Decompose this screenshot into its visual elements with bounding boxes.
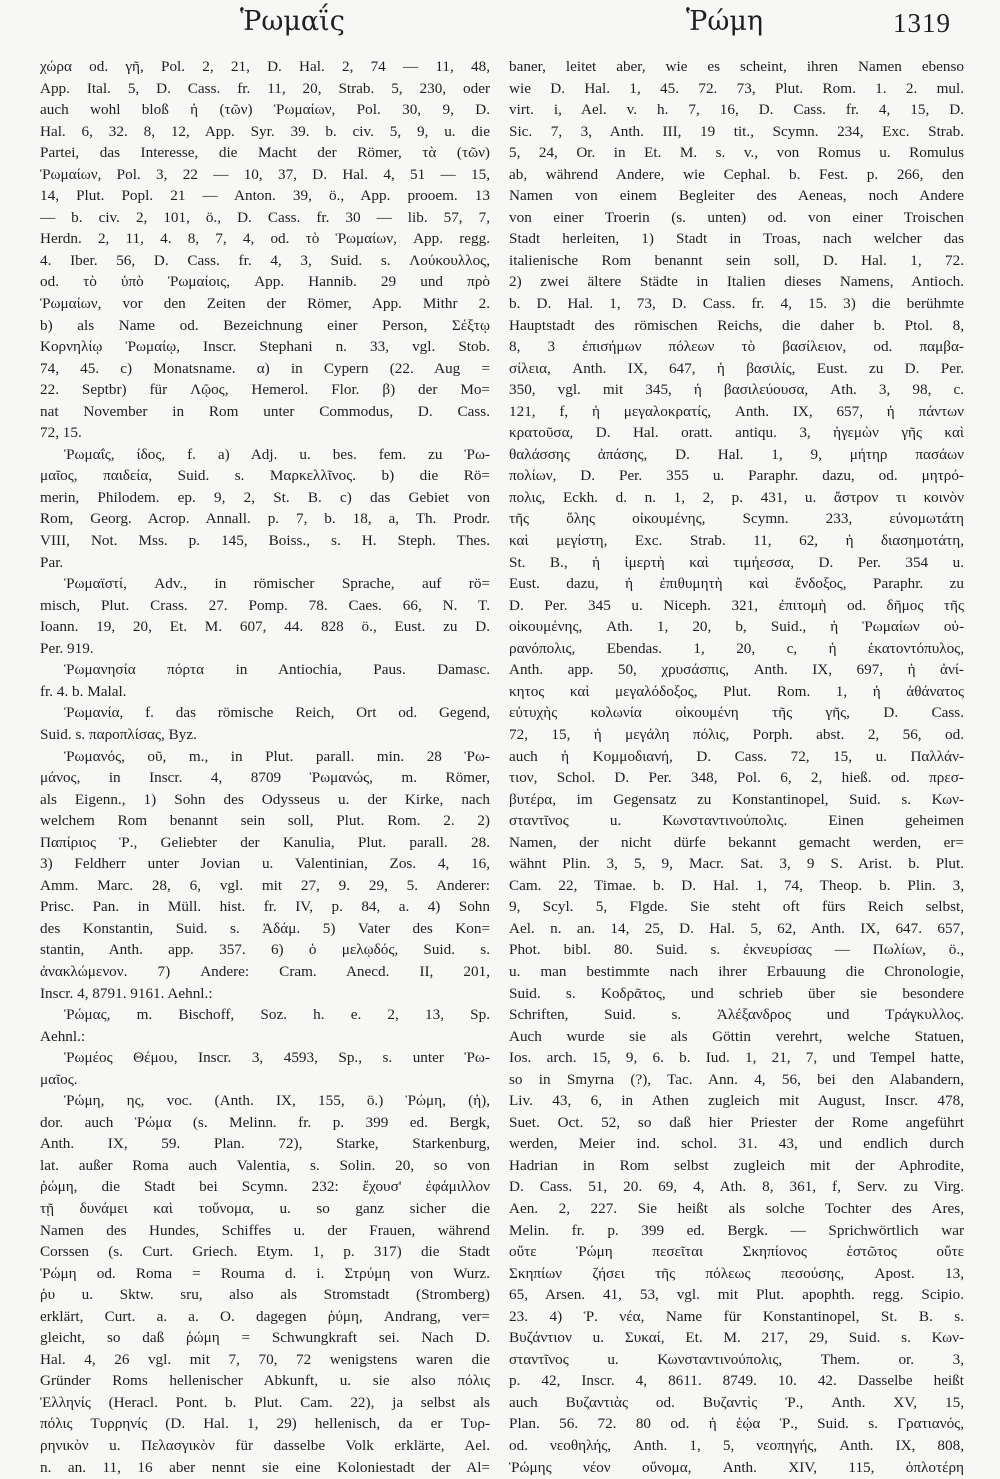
text-line: 74, 45. c) Monatsname. α) in Cypern (22. Aug =	[40, 359, 490, 377]
text-line: stantin, Anth. app. 357. 6) ὁ μελῳδός, Suid. s.	[40, 941, 490, 959]
text-line: D. Cass. 51, 20. 69, 4, Ath. 8, 361, f, Serv. zu Virg.	[509, 1178, 964, 1196]
text-line: μαῖος.	[40, 1070, 78, 1088]
text-line: 121, f, ἡ μεγαλοκρατίς, Anth. IX, 657, ἡ πάντων	[509, 402, 964, 420]
entry-headline: Ῥωμαϊστί, Adv., in römischer Sprache, auf rö=	[64, 575, 490, 593]
text-line: auch ἡ Κομμοδιανή, D. Cass. 72, 15, u. Παλλάν-	[509, 747, 964, 765]
text-line: so in Smyrna (?), Tac. Ann. 4, 56, bei den Alabandern,	[509, 1070, 964, 1088]
text-line: u. man bestimmte nach ihrer Erbauung die Chronologie,	[509, 962, 964, 980]
text-line: πόλις Τυρρηνίς (D. Hal. 1, 29) hellenisch, da er Τυρ-	[40, 1415, 490, 1433]
text-line: τῇ δυνάμει καὶ τοὔνομα, u. so ganz sicher die	[40, 1199, 490, 1217]
text-line: Gründer Roms hellenischer Abkunft, u. sie also πόλις	[40, 1372, 490, 1390]
text-line: welchem Rom benannt sein soll, Plut. Rom. 2. 2)	[40, 812, 490, 830]
text-line: Corssen (s. Curt. Griech. Etym. 1, p. 317) die Stadt	[40, 1243, 490, 1261]
text-line: — b. civ. 2, 101, ö., D. Cass. fr. 30 — lib. 57, 7,	[40, 208, 490, 226]
text-line: κητος καὶ μεγαλόδοξος, Plut. Rom. 1, ἡ ἀθάνατος	[509, 682, 964, 700]
text-line: Prisc. Pan. in Müll. hist. fr. IV, p. 84, a. 4) Sohn	[40, 898, 490, 916]
text-line: οἰκουμένης, Ath. 1, 20, b, Suid., ἡ Ῥωμαίων οὐ-	[509, 618, 964, 636]
text-line: Cam. 22, Timae. b. D. Hal. 1, 74, Theop. b. Plin. 3,	[509, 876, 964, 894]
text-line: Namen des Hundes, Schiffes u. der Frauen, während	[40, 1221, 490, 1239]
text-line: 23. 4) Ῥ. νέα, Name für Konstantinopel, St. B. s.	[509, 1307, 964, 1325]
text-line: μαῖος, παιδεία, Suid. s. Μαρκελλῖνος. b) die Rö=	[40, 467, 490, 485]
text-line: σταντῖνος u. Κωνσταντινούπολις, Them. or. 3,	[509, 1350, 964, 1368]
text-line: Hauptstadt des römischen Reichs, die daher b. Ptol. 8,	[509, 316, 964, 334]
text-line: von einer Troerin (s. unten) od. von einer Troischen	[509, 208, 964, 226]
text-line: 72, 15.	[40, 424, 82, 442]
text-line: dor. auch Ῥώμα (s. Melinn. fr. p. 399 ed. Bergk,	[40, 1113, 490, 1131]
text-line: wie D. Hal. 1, 45. 72. 73, Plut. Rom. 1. 2. mul.	[509, 79, 964, 97]
text-line: des Konstantin, Suid. s. Ἀδάμ. 5) Vater des Kon=	[40, 919, 490, 937]
text-line: σίλεια, Anth. IX, 647, ἡ βασιλίς, Eust. zu D. Per.	[509, 359, 964, 377]
text-line: Ἑλληνίς (Heracl. Pont. b. Plut. Cam. 22), ja selbst als	[40, 1393, 490, 1411]
text-line: Phot. bibl. 80. Suid. s. ἐκνευρίσας — Πωλίων, ö.,	[509, 941, 964, 959]
text-line: σταντῖνος u. Κωνσταντινούπολις. Einen geheimen	[509, 812, 964, 830]
text-line: nat November in Rom unter Commodus, D. Cass.	[40, 402, 490, 420]
text-line: 3) Feldherr unter Jovian u. Valentinian, Zos. 4, 16,	[40, 855, 490, 873]
text-line: od. νεοθηλής, Anth. 1, 5, νεοπηγής, Anth. IX, 808,	[509, 1437, 964, 1454]
text-line: θαλάσσης ἁπάσης, D. Hal. 1, 9, μήτηρ πασάων	[509, 445, 964, 463]
text-line: D. Per. 345 u. Niceph. 321, ἐπιτομὴ od. δῆμος τῆς	[509, 596, 964, 614]
text-line: ῥυ u. Sktw. sru, also als Stromstadt (Stromberg)	[40, 1286, 490, 1304]
text-line: Σκηπίων ζήσει τῆς πόλεως πεσούσης, Apost. 13,	[509, 1264, 964, 1282]
text-line: VIII, Not. Mss. p. 145, Boiss., s. H. Steph. Thes.	[40, 532, 490, 550]
entry-headline: Ῥώμη, ης, voc. (Anth. IX, 155, ö.) Ῥώμη, (ἡ),	[64, 1092, 490, 1110]
text-line: Liv. 43, 6, in Athen zugleich mit August, Inscr. 478,	[509, 1092, 964, 1110]
text-line: Ῥωμαίων, vor den Zeiten der Römer, App. Mithr 2.	[40, 295, 490, 313]
text-line: Eust. dazu, ἡ ἐπιθυμητὴ καὶ ἔνδοξος, Paraphr. zu	[509, 575, 964, 593]
text-line: Amm. Marc. 28, 6, vgl. mit 27, 9. 29, 5. Anderer:	[40, 876, 490, 894]
text-line: 14, Plut. Popl. 21 — Anton. 39, ö., App. prooem. 13	[40, 187, 490, 205]
text-line: 22. Septbr) für Λῷος, Hemerol. Flor. β) der Mo=	[40, 381, 490, 399]
text-line: Suid. s. παροπλίσας, Byz.	[40, 725, 197, 743]
text-line: italienische Rom benannt sein soll, D. Hal. 1, 72.	[509, 251, 964, 269]
text-line: Par.	[40, 553, 64, 571]
text-line: 8, 3 ἐπισήμων πόλεων τὸ βασίλειον, od. παμβα-	[509, 338, 964, 356]
text-line: 5, 24, Or. in Et. M. s. v., von Romus u. Romulus	[509, 144, 964, 162]
text-line: Ῥώμη od. Roma = Rouma d. i. Στρύμη von Wurz.	[40, 1264, 490, 1282]
text-line: Inscr. 4, 8791. 9161. Aehnl.:	[40, 984, 213, 1002]
text-line: Anth. IX, 59. Plan. 72), Starke, Starkenburg,	[40, 1135, 490, 1153]
text-line: Κορνηλίῳ Ῥωμαίῳ, Inscr. Stephani n. 33, vgl. Stob.	[40, 338, 490, 356]
text-line: Hadrian in Rom selbst zugleich mit der Aphrodite,	[509, 1156, 964, 1174]
text-line: Partei, das Interesse, die Macht der Römer, τὰ (τῶν)	[40, 144, 490, 162]
text-line: Rom, Georg. Acrop. Annall. p. 7, b. 18, a, Th. Prodr.	[40, 510, 490, 528]
text-line: wähnt Plin. 3, 5, 9, Macr. Sat. 3, 9 S. Arist. b. Plut.	[509, 855, 964, 873]
text-line: Suid. s. Κοδρᾶτος, und schrieb über sie besondere	[509, 984, 964, 1002]
text-line: als Eigenn., 1) Sohn des Odysseus u. der Kirke, nach	[40, 790, 490, 808]
text-line: werden, Meier ind. schol. 31. 43, und endlich durch	[509, 1135, 964, 1153]
text-line: Anth. app. 50, χρυσάσπις, Anth. IX, 697, ἡ ἀνί-	[509, 661, 964, 679]
left-running-headword: Ῥωμαΐς	[240, 6, 345, 37]
text-line: οὔτε Ῥώμη πεσεῖται Σκηπίονος ἑστῶτος οὔτε	[509, 1243, 964, 1261]
text-line: μάνος, in Inscr. 4, 8709 Ῥωμανώς, m. Römer,	[40, 769, 490, 787]
text-line: Herdn. 2, 11, 4. 8, 7, 4, od. τὸ Ῥωμαίων, App. regg.	[40, 230, 490, 248]
text-line: App. Ital. 5, D. Cass. fr. 11, 20, Strab. 5, 230, oder	[40, 79, 490, 97]
text-line: p. 42, Inscr. 4, 8611. 8749. 10. 42. Dasselbe heißt	[509, 1372, 964, 1390]
entry-headline: Ῥώμας, m. Bischoff, Soz. h. e. 2, 13, Sp.	[64, 1006, 490, 1024]
text-line: ab, während Andere, wie Cephal. b. Fest. p. 266, den	[509, 165, 964, 183]
text-line: βυτέρα, im Gegensatz zu Konstantinopel, Suid. s. Κων-	[509, 790, 964, 808]
text-line: Namen, der nicht dürfe bekannt gemacht werden, er=	[509, 833, 964, 851]
text-line: χώρα od. γῆ, Pol. 2, 21, D. Hal. 2, 74 — 11, 48,	[40, 58, 490, 75]
text-line: St. B., ἡ ἱμερτὴ καὶ τιμήεσσα, D. Per. 354 u.	[509, 553, 964, 571]
text-line: 2) zwei ältere Städte in Italien dieses Namens, Antioch.	[509, 273, 964, 291]
text-line: Βυζάντιον u. Συκαί, Et. M. 217, 29, Suid. s. Κων-	[509, 1329, 964, 1347]
text-line: Aen. 2, 227. Sie heißt als solche Tochter des Ares,	[509, 1199, 964, 1217]
text-line: 65, Arsen. 41, 53, vgl. mit Plut. apophth. regg. Scipio.	[509, 1286, 964, 1304]
entry-headline: Ῥωμανός, οῦ, m., in Plut. parall. min. 28 Ῥω-	[64, 747, 490, 765]
text-line: Plan. 56. 72. 80 od. ἡ ἑῴα Ῥ., Suid. s. Γρατιανός,	[509, 1415, 964, 1433]
entry-headline: Ῥωμανία, f. das römische Reich, Ort od. Gegend,	[64, 704, 490, 722]
text-line: 72, 15, ἡ μεγάλη πόλις, Porph. abst. 2, 56, od.	[509, 725, 964, 743]
text-line: fr. 4. b. Malal.	[40, 682, 127, 700]
text-line: Aehnl.:	[40, 1027, 86, 1045]
text-line: auch wohl bloß ἡ (τῶν) Ῥωμαίων, Pol. 30, 9, D.	[40, 101, 490, 119]
text-line: ρηνικὸν u. Πελασγικὸν für dasselbe Volk erklärte, Ael.	[40, 1437, 490, 1454]
text-line: κρατοῦσα, D. Hal. oratt. antiqu. 3, ἡγεμὼν γῆς καὶ	[509, 424, 964, 442]
text-line: b. D. Hal. 1, 73, D. Cass. fr. 4, 15. 3) die berühmte	[509, 295, 964, 313]
text-line: od. τὸ ὑπὸ Ῥωμαίοις, App. Hannib. 29 und πρὸ	[40, 273, 490, 291]
text-line: Ioann. 19, 20, Et. M. 607, 44. 828 ö., Eust. zu D.	[40, 618, 490, 636]
entry-headline: Ῥωμανησία πόρτα in Antiochia, Paus. Damasc.	[64, 661, 490, 679]
left-column	[40, 56, 490, 1478]
right-column	[509, 56, 964, 1478]
text-line: Stadt herleiten, 1) Stadt in Troas, nach welcher das	[509, 230, 964, 248]
text-line: Ῥώμης νέον οὔνομα, Anth. XIV, 115, ὁπλοτέρη	[509, 1458, 964, 1476]
text-line: 4. Iber. 56, D. Cass. fr. 4, 3, Suid. s. Λούκουλλος,	[40, 251, 490, 269]
page-number: 1319	[893, 8, 951, 38]
text-line: Hal. 4, 26 vgl. mit 7, 70, 72 wenigstens waren die	[40, 1350, 490, 1368]
text-line: lat. außer Roma auch Valentia, s. Solin. 20, so von	[40, 1156, 490, 1174]
text-line: Namen von einem Begleiter des Aeneas, noch Andere	[509, 187, 964, 205]
text-line: καὶ μεγίστη, Exc. Strab. 11, 62, ἡ διασημοτάτη,	[509, 532, 964, 550]
text-line: 350, vgl. mit 345, ἡ βασιλεύουσα, Ath. 3, 98, c.	[509, 381, 964, 399]
right-running-headword: Ῥώμη	[686, 6, 764, 37]
text-line: auch Βυζαντιὰς od. Βυζαντὶς Ῥ., Anth. XV, 15,	[509, 1393, 964, 1411]
text-line: baner, leitet aber, wie es scheint, ihren Namen ebenso	[509, 58, 964, 75]
text-line: Ael. n. an. 14, 25, D. Hal. 5, 62, Anth. IX, 647. 657,	[509, 919, 964, 937]
text-line: erklärt, Curt. a. a. O. dagegen ῥύμη, Andrang, ver=	[40, 1307, 490, 1325]
text-line: Melin. fr. p. 399 ed. Bergk. — Sprichwörtlich war	[509, 1221, 964, 1239]
text-line: Hal. 6, 32. 8, 12, App. Syr. 39. b. civ. 5, 9, u. die	[40, 122, 490, 140]
text-line: τῆς ὅλης οἰκουμένης, Scymn. 233, εὐνομωτάτη	[509, 510, 964, 528]
text-line: τιον, Schol. D. Per. 348, Pol. 6, 2, hieß. od. πρεσ-	[509, 769, 964, 787]
text-line: b) als Name od. Bezeichnung einer Person, Σέξτῳ	[40, 316, 490, 334]
text-line: misch, Plut. Crass. 27. Pomp. 78. Caes. 66, N. T.	[40, 596, 490, 614]
text-line: n. an. 11, 16 aber nennt sie eine Koloniestadt der Al=	[40, 1458, 490, 1476]
text-line: virt. i, Ael. v. h. 7, 16, D. Cass. fr. 4, 15, D.	[509, 101, 964, 119]
entry-headline: Ῥωμαΐς, ίδος, f. a) Adj. u. bes. fem. zu Ῥω-	[64, 445, 490, 463]
entry-headline: Ῥωμέος Θέμου, Inscr. 3, 4593, Sp., s. unter Ῥω-	[64, 1049, 490, 1067]
text-line: Suet. Oct. 52, so daß hier Priester der Rome angeführt	[509, 1113, 964, 1131]
running-header	[0, 0, 1000, 50]
text-line: Per. 919.	[40, 639, 94, 657]
text-line: ῥώμη, die Stadt bei Scymn. 232: ἔχουσ' ἐφάμιλλον	[40, 1178, 490, 1196]
text-line: ἀνακλώμενον. 7) Andere: Cram. Anecd. II, 201,	[40, 962, 490, 980]
text-line: merin, Philodem. ep. 9, 2, St. B. c) das Gebiet von	[40, 488, 490, 506]
text-line: Sic. 7, 3, Anth. III, 19 tit., Scymn. 234, Exc. Strab.	[509, 122, 964, 140]
text-line: πολίων, D. Per. 355 u. Paraphr. dazu, od. μητρό-	[509, 467, 964, 485]
text-line: Ios. arch. 15, 9, 6. b. Iud. 1, 21, 7, und Tempel hatte,	[509, 1049, 964, 1067]
text-line: ρανόπολις, Ebendas. 1, 20, c, ἡ ἑκατοντόπυλος,	[509, 639, 964, 657]
text-line: gleicht, so daß ῥώμη = Schwungkraft sei. Nach D.	[40, 1329, 490, 1347]
text-line: 9, Scyl. 5, Flgde. Sie steht oft fürs Reich selbst,	[509, 898, 964, 916]
text-line: Παπίριος Ῥ., Geliebter der Kanulia, Plut. parall. 28.	[40, 833, 490, 851]
text-line: Auch wurde sie als Göttin verehrt, welche Statuen,	[509, 1027, 964, 1045]
text-line: εὐτυχὴς κολωνία οἰκουμένη τῆς γῆς, D. Cass.	[509, 704, 964, 722]
text-line: Ῥωμαίων, Pol. 3, 22 — 10, 37, D. Hal. 4, 51 — 15,	[40, 165, 490, 183]
text-line: πολις, Eckh. d. n. 1, 2, p. 431, u. ἄστρον τι κοινὸν	[509, 488, 964, 506]
text-line: Schriften, Suid. s. Ἀλέξανδρος und Τράγκυλλος.	[509, 1006, 964, 1024]
